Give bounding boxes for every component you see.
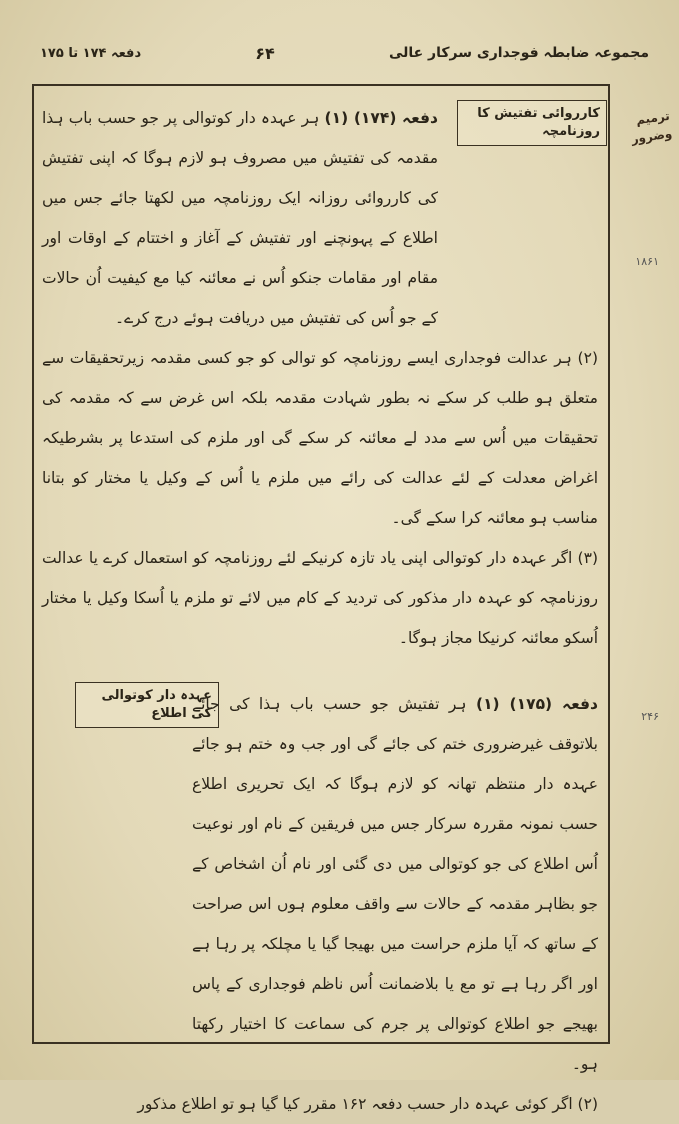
page-number: ۶۴ [255, 43, 275, 63]
section-174-para-2: (۲) ہر عدالت فوجداری ایسے روزنامچہ کو توالی کو جو کسی مقدمہ زیرتحقیقات سے متعلق ہو طلب کر سکے نہ بطور شہادت مقدمہ بلکہ اس غرض سے کہ مقدمہ کی تحقیقات میں اُس سے مدد لے معائنہ کر سکے گی اور ملزم کی استدعا پر بشرطیکہ اغراض معدلت کے لئے عدالت کی رائے میں ملزم یا اُس کے وکیل یا مختار کو بتانا مناسب ہو معائنہ کرا سکے گی۔ [42, 349, 598, 527]
section-175-para-2: (۲) اگر کوئی عہدہ دار حسب دفعہ ۱۶۲ مقرر کیا گیا ہو تو اطلاع مذکور [137, 1095, 598, 1113]
section-174-body [42, 98, 598, 658]
section-174-para-1-text: ہر عہدہ دار کوتوالی پر جو حسب باب ہذا مقدمہ کی تفتیش میں مصروف ہو لازم ہوگا کہ اپنی تفتیش کی کارروائی روزانہ ایک روزنامچہ میں لکھتا جائے جس میں اطلاع کے پہونچنے اور تفتیش کے آغاز و اختتام کے اوقات اور مقام اور مقامات جنکو اُس نے معائنہ کیا مع کیفیت اُن حالات کے جو اُس کی تفتیش میں دریافت ہوئے درج کرے۔ [42, 109, 438, 327]
page-header [40, 38, 649, 68]
section-175-heading: دفعہ (۱۷۵) (۱) [475, 695, 598, 713]
book-title: مجموعہ ضابطہ فوجداری سرکار عالی [388, 45, 649, 61]
section-175-para-1 [42, 684, 598, 1084]
section-174-heading: دفعہ (۱۷۴) (۱) [324, 109, 438, 127]
section-174-para-1 [42, 98, 598, 338]
handwritten-margin-note: ترمیم وضرور [630, 108, 673, 147]
section-175-body [42, 684, 598, 1124]
section-174-side-heading-text: کارروائی تفتیش کا روزنامچہ [477, 106, 600, 139]
section-range: دفعہ ۱۷۴ تا ۱۷۵ [40, 45, 142, 61]
section-175-para-1-text: ہر تفتیش جو حسب باب ہذا کی جائے بلاتوقف غیرضروری ختم کی جائے گی اور جب وہ ختم ہو جائے عہدہ دار منتظم تھانہ کو لازم ہوگا کہ ایک تحریری اطلاع حسب نمونہ مقررہ سرکار جس میں فریقین کے نام اور نوعیت اُس اطلاع کی جو کوتوالی میں دی گئی اور نام اُن اشخاص کے جو بظاہر مقدمہ کے حالات سے واقف معلوم ہوں اس صراحت کے ساتھ کہ آیا ملزم حراست میں بھیجا گیا یا مچلکہ پر رہا ہے اور اگر رہا ہے تو مع یا بلاضمانت اُس ناظم فوجداری کے پاس بھیجے جو اطلاع کوتوالی پر جرم کی سماعت کا اختیار رکھتا ہو۔ [192, 695, 598, 1073]
margin-mark-2: ۲۴۶ [641, 710, 659, 723]
section-175-side-heading-text: عہدہ دار کوتوالی کی اطلاع [101, 688, 212, 721]
section-174-para-3: (۳) اگر عہدہ دار کوتوالی اپنی یاد تازہ کرنیکے لئے روزنامچہ کو استعمال کرے یا عدالت روزنامچہ کو عہدہ دار مذکور کی تردید کے کام میں لائے تو ملزم یا اُسکا وکیل یا مختار اُسکو معائنہ کرنیکا مجاز ہوگا۔ [42, 549, 598, 647]
margin-mark-1: ۱۸۶۱ [635, 255, 659, 268]
